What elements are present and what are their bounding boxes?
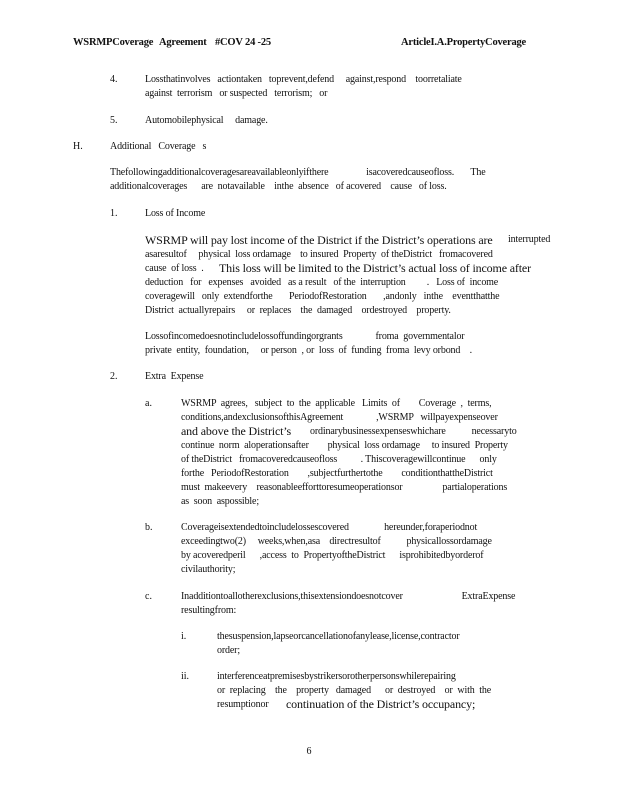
header-agreement: Agreement: [159, 37, 207, 48]
extra-a-line-1: WSRMP agrees, subject to the applicable Limits of Coverage , terms,: [181, 398, 492, 409]
loi-p1-line-3b: This loss will be limited to the District’s actual loss of income after: [219, 261, 531, 275]
item-5-number: 5.: [110, 115, 118, 126]
extra-c-i-number: i.: [181, 631, 187, 642]
subsection-2-number: 2.: [110, 371, 118, 382]
extra-c-ii-number: ii.: [181, 671, 190, 682]
page-number: 6: [306, 746, 312, 757]
extra-a-line-2: conditions,andexclusionsofthisAgreement ,WSRMP willpayexpenseover: [181, 412, 498, 423]
extra-b-line-1: Coverageisextendedtoincludelossescovered hereunder,foraperiodnot: [181, 522, 478, 533]
section-h-intro-line-2: additionalcoverages are notavailable inthe absence of acovered cause of loss.: [110, 181, 447, 192]
extra-a-line-3b: ordinarybusinessexpenseswhichare necessaryto: [310, 426, 517, 437]
extra-b-line-3: by acoveredperil ,access to PropertyoftheDistrict isprohibitedbyorderof: [181, 550, 484, 561]
header-left: WSRMPCoverage: [73, 37, 154, 48]
item-4-line-1: Lossthatinvolves actiontaken toprevent,defend against,respond toorretaliate: [145, 74, 462, 85]
loi-p1-line-5: coveragewill only extendforthe PeriodofRestoration ,andonly inthe eventthatthe: [145, 291, 500, 302]
extra-c-ii-line-3b: continuation of the District’s occupancy;: [286, 697, 476, 711]
item-4-line-2: against terrorism or suspected terrorism; or: [145, 88, 328, 99]
loi-p1-line-1-tail: interrupted: [508, 234, 551, 245]
loi-p1-line-2: asaresultof physical loss ordamage to insured Property of theDistrict fromacovered: [145, 249, 493, 260]
loi-p2-line-1: Lossofincomedoesnotincludelossoffundingorgrants froma governmentalor: [145, 331, 465, 342]
extra-c-ii-line-2: or replacing the property damaged or destroyed or with the: [217, 685, 492, 696]
header-right: ArticleI.A.PropertyCoverage: [401, 37, 527, 48]
extra-c-line-2: resultingfrom:: [181, 605, 237, 616]
extra-c-line-1: Inadditiontoallotherexclusions,thisextensiondoesnotcover ExtraExpense: [181, 591, 516, 602]
loi-p2-line-2: private entity, foundation, or person , or loss of funding froma levy orbond .: [145, 345, 473, 356]
extra-a-line-6: forthe PeriodofRestoration ,subjectfurthertothe conditionthattheDistrict: [181, 468, 493, 479]
extra-a-line-7: must makeevery reasonableefforttoresumeoperationsor partialoperations: [181, 482, 508, 493]
section-h-intro-line-1: Thefollowingadditionalcoveragesareavailableonlyifthere isacoveredcauseofloss. The: [110, 167, 486, 178]
item-5-line-1: Automobilephysical damage.: [145, 115, 268, 126]
subsection-1-number: 1.: [110, 208, 118, 219]
section-h-letter: H.: [73, 141, 83, 152]
extra-c-i-line-1: thesuspension,lapseorcancellationofanylease,license,contractor: [217, 631, 460, 642]
extra-a-line-4: continue norm aloperationsafter physical loss ordamage to insured Property: [181, 440, 508, 451]
loi-p1-line-3a: cause of loss .: [145, 263, 204, 274]
extra-a-line-8: as soon aspossible;: [181, 496, 259, 507]
extra-c-letter: c.: [145, 591, 152, 602]
loi-p1-line-6: District actuallyrepairs or replaces the damaged ordestroyed property.: [145, 305, 451, 316]
subsection-2-title: Extra Expense: [145, 371, 204, 382]
extra-a-line-3a: and above the District’s: [181, 424, 292, 438]
loi-p1-line-1: WSRMP will pay lost income of the District if the District’s operations are: [145, 233, 493, 247]
extra-a-letter: a.: [145, 398, 152, 409]
header-number: #COV 24 -25: [215, 37, 271, 48]
extra-b-letter: b.: [145, 522, 153, 533]
subsection-1-title: Loss of Income: [145, 208, 206, 219]
extra-b-line-2: exceedingtwo(2) weeks,when,asa directresultof physicallossordamage: [181, 536, 492, 547]
extra-a-line-5: of theDistrict fromacoveredcauseofloss . Thiscoveragewillcontinue only: [181, 454, 497, 465]
extra-c-i-line-2: order;: [217, 645, 240, 656]
item-4-number: 4.: [110, 74, 118, 85]
extra-b-line-4: civilauthority;: [181, 564, 236, 575]
extra-c-ii-line-1: interferenceatpremisesbystrikersorotherpersonswhilerepairing: [217, 671, 456, 682]
extra-c-ii-line-3a: resumptionor: [217, 699, 269, 710]
loi-p1-line-4: deduction for expenses avoided as a result of the interruption . Loss of income: [145, 277, 499, 288]
section-h-title: Additional Coverage s: [110, 141, 207, 152]
